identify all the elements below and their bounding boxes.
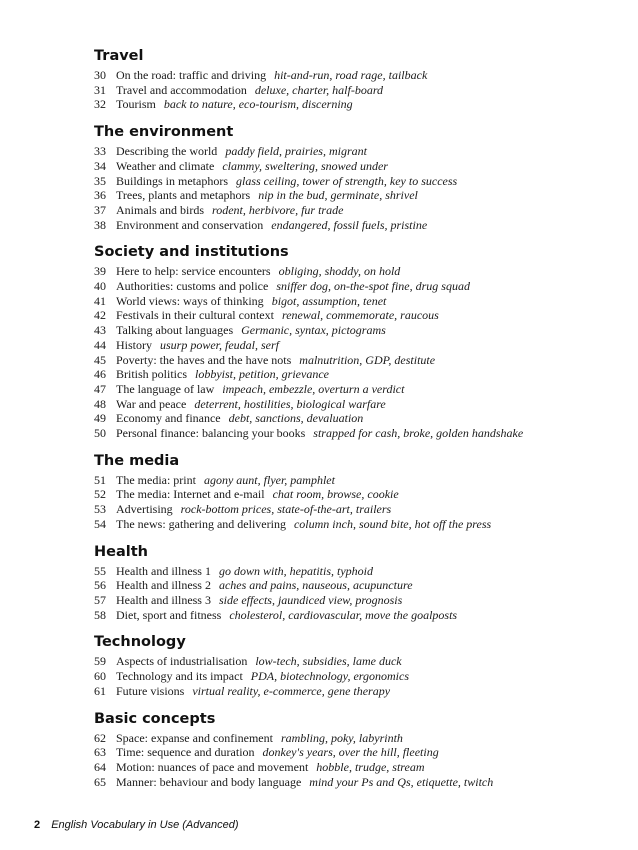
unit-number: 41	[94, 293, 106, 308]
unit-number: 62	[94, 730, 106, 745]
unit-number: 58	[94, 607, 106, 622]
section	[94, 124, 624, 232]
unit-list	[94, 264, 624, 440]
section-heading: Technology	[94, 634, 186, 651]
unit-examples: glass ceiling, tower of strength, key to success	[236, 173, 458, 188]
unit-entry	[94, 593, 624, 608]
unit-examples: lobbyist, petition, grievance	[195, 367, 329, 382]
unit-entry	[94, 669, 624, 684]
unit-list	[94, 144, 624, 232]
unit-topic: Motion: nuances of pace and movement	[116, 759, 309, 774]
unit-number: 49	[94, 411, 106, 426]
unit-topic: Poverty: the haves and the have nots	[116, 352, 292, 367]
unit-list	[94, 68, 624, 112]
unit-number: 35	[94, 173, 106, 188]
unit-number: 31	[94, 82, 106, 97]
unit-entry	[94, 487, 624, 502]
unit-number: 60	[94, 669, 106, 684]
unit-topic: Travel and accommodation	[116, 82, 247, 97]
unit-examples: Germanic, syntax, pictograms	[241, 323, 386, 338]
unit-entry	[94, 308, 624, 323]
unit-number: 51	[94, 472, 106, 487]
unit-entry	[94, 83, 624, 98]
unit-examples: paddy field, prairies, migrant	[225, 144, 367, 159]
unit-entry	[94, 502, 624, 517]
unit-examples: nip in the bud, germinate, shrivel	[258, 188, 418, 203]
unit-examples: renewal, commemorate, raucous	[281, 308, 439, 323]
unit-topic: On the road: traffic and driving	[116, 68, 267, 82]
unit-entry	[94, 745, 624, 760]
unit-examples: cholesterol, cardiovascular, move the goalposts	[229, 607, 458, 622]
unit-examples: rambling, poky, labyrinth	[280, 730, 403, 745]
unit-examples: rock-bottom prices, state-of-the-art, trailers	[180, 502, 392, 517]
page-number: 2	[34, 819, 41, 831]
section	[94, 544, 624, 623]
unit-examples: donkey's years, over the hill, fleeting	[262, 745, 439, 760]
unit-number: 37	[94, 202, 106, 217]
unit-topic: Manner: behaviour and body language	[116, 774, 302, 789]
unit-examples: virtual reality, e-commerce, gene therapy	[192, 683, 391, 698]
unit-examples: hobble, trudge, stream	[316, 759, 425, 774]
unit-number: 53	[94, 502, 106, 517]
unit-entry	[94, 279, 624, 294]
unit-number: 34	[94, 158, 106, 173]
unit-number: 50	[94, 426, 106, 441]
unit-topic: The media: print	[116, 472, 196, 487]
unit-topic: The media: Internet and e-mail	[116, 487, 265, 502]
unit-examples: rodent, herbivore, fur trade	[212, 202, 344, 217]
unit-number: 48	[94, 396, 106, 411]
unit-examples: usurp power, feudal, serf	[160, 337, 280, 352]
unit-entry	[94, 218, 624, 233]
unit-entry	[94, 174, 624, 189]
unit-topic: Talking about languages	[116, 323, 234, 338]
unit-entry	[94, 159, 624, 174]
unit-number: 42	[94, 308, 106, 323]
unit-list	[94, 731, 624, 790]
unit-topic: History	[116, 337, 152, 352]
section	[94, 453, 624, 532]
unit-topic: Here to help: service encounters	[116, 264, 271, 279]
unit-number: 56	[94, 578, 106, 593]
unit-entry	[94, 654, 624, 669]
unit-topic: Authorities: customs and police	[116, 279, 269, 294]
unit-topic: Buildings in metaphors	[116, 173, 228, 188]
unit-topic: War and peace	[116, 396, 187, 411]
unit-number: 38	[94, 217, 106, 232]
unit-examples: deluxe, charter, half-board	[254, 82, 384, 97]
unit-topic: Health and illness 2	[116, 578, 211, 593]
section	[94, 48, 624, 112]
unit-entry	[94, 473, 624, 488]
unit-entry	[94, 203, 624, 218]
unit-examples: debt, sanctions, devaluation	[228, 411, 364, 426]
unit-number: 61	[94, 683, 106, 698]
unit-number: 44	[94, 337, 106, 352]
unit-entry	[94, 294, 624, 309]
section-heading: The media	[94, 452, 180, 469]
unit-topic: Future visions	[116, 683, 185, 698]
book-title: English Vocabulary in Use (Advanced)	[51, 819, 239, 831]
unit-entry	[94, 97, 624, 112]
unit-topic: Health and illness 1	[116, 563, 211, 578]
section-heading: Society and institutions	[94, 244, 289, 261]
unit-entry	[94, 608, 624, 623]
unit-entry	[94, 517, 624, 532]
unit-topic: Animals and birds	[116, 202, 204, 217]
unit-examples: column inch, sound bite, hot off the press	[293, 516, 492, 531]
unit-examples: back to nature, eco-tourism, discerning	[163, 97, 353, 112]
unit-topic: Describing the world	[116, 144, 218, 159]
unit-number: 39	[94, 264, 106, 279]
unit-number: 54	[94, 516, 106, 531]
unit-examples: agony aunt, flyer, pamphlet	[203, 472, 335, 487]
unit-entry	[94, 684, 624, 699]
unit-examples: mind your Ps and Qs, etiquette, twitch	[309, 774, 494, 789]
section-heading: The environment	[94, 124, 234, 141]
unit-topic: Tourism	[116, 97, 156, 112]
unit-entry	[94, 264, 624, 279]
unit-topic: Weather and climate	[116, 158, 215, 173]
section	[94, 244, 624, 440]
unit-number: 45	[94, 352, 106, 367]
section	[94, 634, 624, 698]
unit-entry	[94, 338, 624, 353]
unit-examples: go down with, hepatitis, typhoid	[218, 563, 373, 578]
unit-examples: deterrent, hostilities, biological warfare	[194, 396, 386, 411]
unit-number: 40	[94, 279, 106, 294]
unit-topic: Environment and conservation	[116, 217, 264, 232]
unit-topic: Personal finance: balancing your books	[116, 426, 306, 441]
section-heading: Health	[94, 543, 148, 560]
section-heading: Travel	[94, 48, 144, 64]
unit-examples: obliging, shoddy, on hold	[278, 264, 401, 279]
unit-topic: Space: expanse and confinement	[116, 730, 273, 745]
unit-number: 32	[94, 97, 106, 112]
unit-list	[94, 473, 624, 532]
unit-examples: side effects, jaundiced view, prognosis	[218, 592, 403, 607]
unit-topic: Advertising	[116, 502, 173, 517]
unit-entry	[94, 775, 624, 790]
unit-examples: strapped for cash, broke, golden handshake	[313, 426, 524, 441]
unit-number: 55	[94, 563, 106, 578]
unit-topic: The language of law	[116, 381, 215, 396]
unit-examples: aches and pains, nauseous, acupuncture	[218, 578, 413, 593]
unit-topic: The news: gathering and delivering	[116, 516, 286, 531]
section-heading: Basic concepts	[94, 710, 216, 727]
unit-entry	[94, 188, 624, 203]
unit-list	[94, 654, 624, 698]
unit-number: 46	[94, 367, 106, 382]
unit-examples: bigot, assumption, tenet	[271, 293, 387, 308]
unit-examples: low-tech, subsidies, lame duck	[255, 654, 402, 669]
unit-number: 33	[94, 144, 106, 159]
unit-topic: World views: ways of thinking	[116, 293, 264, 308]
unit-list	[94, 564, 624, 623]
unit-number: 59	[94, 654, 106, 669]
unit-topic: Technology and its impact	[116, 669, 243, 684]
unit-entry	[94, 426, 624, 441]
unit-entry	[94, 353, 624, 368]
page-footer	[34, 819, 239, 831]
unit-number: 65	[94, 774, 106, 789]
unit-number: 47	[94, 381, 106, 396]
unit-examples: hit-and-run, road rage, tailback	[274, 68, 428, 82]
unit-examples: impeach, embezzle, overturn a verdict	[222, 381, 405, 396]
unit-topic: Aspects of industrialisation	[116, 654, 248, 669]
unit-number: 43	[94, 323, 106, 338]
unit-examples: clammy, sweltering, snowed under	[222, 158, 388, 173]
unit-number: 36	[94, 188, 106, 203]
unit-number: 52	[94, 487, 106, 502]
unit-number: 63	[94, 745, 106, 760]
unit-entry	[94, 68, 624, 83]
unit-topic: Festivals in their cultural context	[116, 308, 274, 323]
unit-topic: Health and illness 3	[116, 592, 211, 607]
section	[94, 711, 624, 790]
unit-entry	[94, 578, 624, 593]
unit-entry	[94, 397, 624, 412]
unit-entry	[94, 144, 624, 159]
unit-entry	[94, 382, 624, 397]
unit-number: 64	[94, 759, 106, 774]
unit-examples: chat room, browse, cookie	[272, 487, 399, 502]
contents-list	[94, 48, 624, 801]
unit-number: 57	[94, 592, 106, 607]
unit-topic: Economy and finance	[116, 411, 221, 426]
unit-entry	[94, 760, 624, 775]
unit-entry	[94, 564, 624, 579]
unit-examples: malnutrition, GDP, destitute	[299, 352, 436, 367]
unit-topic: Time: sequence and duration	[116, 745, 255, 760]
unit-entry	[94, 731, 624, 746]
unit-number: 30	[94, 68, 106, 82]
unit-entry	[94, 411, 624, 426]
unit-entry	[94, 323, 624, 338]
unit-topic: British politics	[116, 367, 188, 382]
unit-topic: Diet, sport and fitness	[116, 607, 222, 622]
unit-examples: endangered, fossil fuels, pristine	[271, 217, 428, 232]
unit-examples: sniffer dog, on-the-spot fine, drug squad	[276, 279, 470, 294]
unit-entry	[94, 367, 624, 382]
unit-examples: PDA, biotechnology, ergonomics	[250, 669, 409, 684]
unit-topic: Trees, plants and metaphors	[116, 188, 251, 203]
